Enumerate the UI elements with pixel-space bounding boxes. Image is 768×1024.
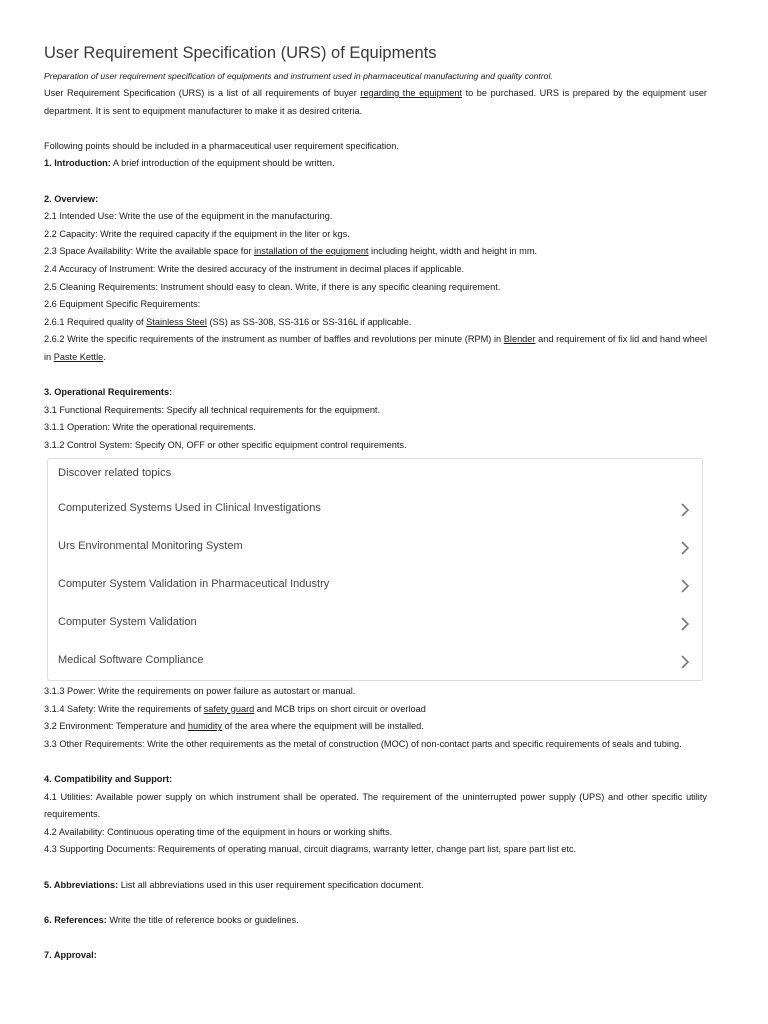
related-topic-label: Computerized Systems Used in Clinical Investigations bbox=[58, 502, 321, 514]
item-2-5: 2.5 Cleaning Requirements: Instrument should easy to clean. Write, if there is any specific cleaning requirement. bbox=[44, 281, 501, 292]
chevron-right-icon bbox=[680, 655, 690, 669]
related-topic-item[interactable] bbox=[48, 567, 702, 605]
item-2-1: 2.1 Intended Use: Write the use of the equipment in the manufacturing. bbox=[44, 211, 333, 222]
related-topics-title: Discover related topics bbox=[58, 467, 172, 479]
link-installation-of-equipment[interactable]: installation of the equipment bbox=[254, 246, 369, 257]
item-4-1: 4.1 Utilities: Available power supply on which instrument shall be operated. The requirement of the uninterrupted power supply (UPS) and other specific utility requirements. bbox=[44, 791, 707, 820]
intro-paragraph: User Requirement Specification (URS) is a list of all requirements of buyer regarding the equipment to be purchased. URS is prepared by the equipment user department. It is sent to equipment manufacturer to make it as desired criteria. bbox=[44, 88, 707, 116]
related-topic-label: Medical Software Compliance bbox=[58, 654, 204, 666]
section-compatibility-heading: 4. Compatibility and Support: bbox=[44, 773, 173, 784]
section-references: 6. References: Write the title of reference books or guidelines. bbox=[44, 914, 299, 925]
chevron-right-icon bbox=[680, 503, 690, 517]
item-3-1: 3.1 Functional Requirements: Specify all technical requirements for the equipment. bbox=[44, 404, 381, 415]
content-upper bbox=[44, 85, 707, 454]
item-3-3: 3.3 Other Requirements: Write the other requirements as the metal of construction (MOC) of non-contact parts and specific requirements of seals and tubing. bbox=[44, 738, 682, 749]
section-approval-heading: 7. Approval: bbox=[44, 949, 97, 960]
chevron-right-icon bbox=[680, 541, 690, 555]
related-topic-label: Computer System Validation bbox=[58, 616, 197, 628]
related-topics-panel bbox=[47, 458, 703, 681]
link-blender[interactable]: Blender bbox=[503, 334, 536, 345]
content-lower bbox=[44, 683, 707, 965]
item-3-1-4: 3.1.4 Safety: Write the requirements of safety guard and MCB trips on short circuit or overload bbox=[44, 703, 426, 714]
item-2-6: 2.6 Equipment Specific Requirements: bbox=[44, 299, 201, 310]
section-operational-heading: 3. Operational Requirements: bbox=[44, 387, 173, 398]
related-topic-item[interactable] bbox=[48, 491, 702, 529]
item-2-6-1: 2.6.1 Required quality of Stainless Steel (SS) as SS-308, SS-316 or SS-316L if applicable. bbox=[44, 316, 412, 327]
item-3-1-1: 3.1.1 Operation: Write the operational requirements. bbox=[44, 422, 256, 433]
link-stainless-steel[interactable]: Stainless Steel bbox=[146, 316, 207, 327]
page-subtitle: Preparation of user requirement specification of equipments and instrument used in pharmaceutical manufacturing and quality control. bbox=[44, 71, 553, 81]
section-abbreviations: 5. Abbreviations: List all abbreviations used in this user requirement specification document. bbox=[44, 879, 424, 890]
related-topic-item[interactable] bbox=[48, 643, 702, 681]
related-topic-item[interactable] bbox=[48, 529, 702, 567]
item-4-2: 4.2 Availability: Continuous operating time of the equipment in hours or working shifts. bbox=[44, 826, 393, 837]
section-overview-heading: 2. Overview: bbox=[44, 193, 99, 204]
related-topic-label: Computer System Validation in Pharmaceutical Industry bbox=[58, 578, 330, 590]
link-humidity[interactable]: humidity bbox=[187, 721, 223, 732]
item-2-4: 2.4 Accuracy of Instrument: Write the desired accuracy of the instrument in decimal places if applicable. bbox=[44, 263, 465, 274]
item-3-1-2: 3.1.2 Control System: Specify ON, OFF or other specific equipment control requirements. bbox=[44, 439, 407, 450]
related-topic-label: Urs Environmental Monitoring System bbox=[58, 540, 243, 552]
page-title: User Requirement Specification (URS) of Equipments bbox=[44, 44, 437, 62]
item-4-3: 4.3 Supporting Documents: Requirements of operating manual, circuit diagrams, warranty letter, change part list, spare part list etc. bbox=[44, 844, 577, 855]
related-topic-item[interactable] bbox=[48, 605, 702, 643]
chevron-right-icon bbox=[680, 617, 690, 631]
link-paste-kettle[interactable]: Paste Kettle bbox=[53, 351, 104, 362]
link-regarding-equipment[interactable]: regarding the equipment bbox=[360, 88, 463, 98]
item-3-2: 3.2 Environment: Temperature and humidity of the area where the equipment will be installed. bbox=[44, 721, 424, 732]
intro-following-points: Following points should be included in a pharmaceutical user requirement specification. bbox=[44, 140, 399, 151]
item-2-3: 2.3 Space Availability: Write the available space for installation of the equipment including height, width and height in mm. bbox=[44, 246, 538, 257]
link-safety-guard[interactable]: safety guard bbox=[203, 703, 255, 714]
item-3-1-3: 3.1.3 Power: Write the requirements on power failure as autostart or manual. bbox=[44, 686, 356, 696]
chevron-right-icon bbox=[680, 579, 690, 593]
item-2-2: 2.2 Capacity: Write the required capacity if the equipment in the liter or kgs. bbox=[44, 228, 350, 239]
item-2-6-2: 2.6.2 Write the specific requirements of the instrument as number of baffles and revolutions per minute (RPM) in Blender and requirement of fix lid and hand wheel in Paste Kettle. bbox=[44, 334, 707, 362]
section-introduction: 1. Introduction: A brief introduction of the equipment should be written. bbox=[44, 158, 335, 169]
